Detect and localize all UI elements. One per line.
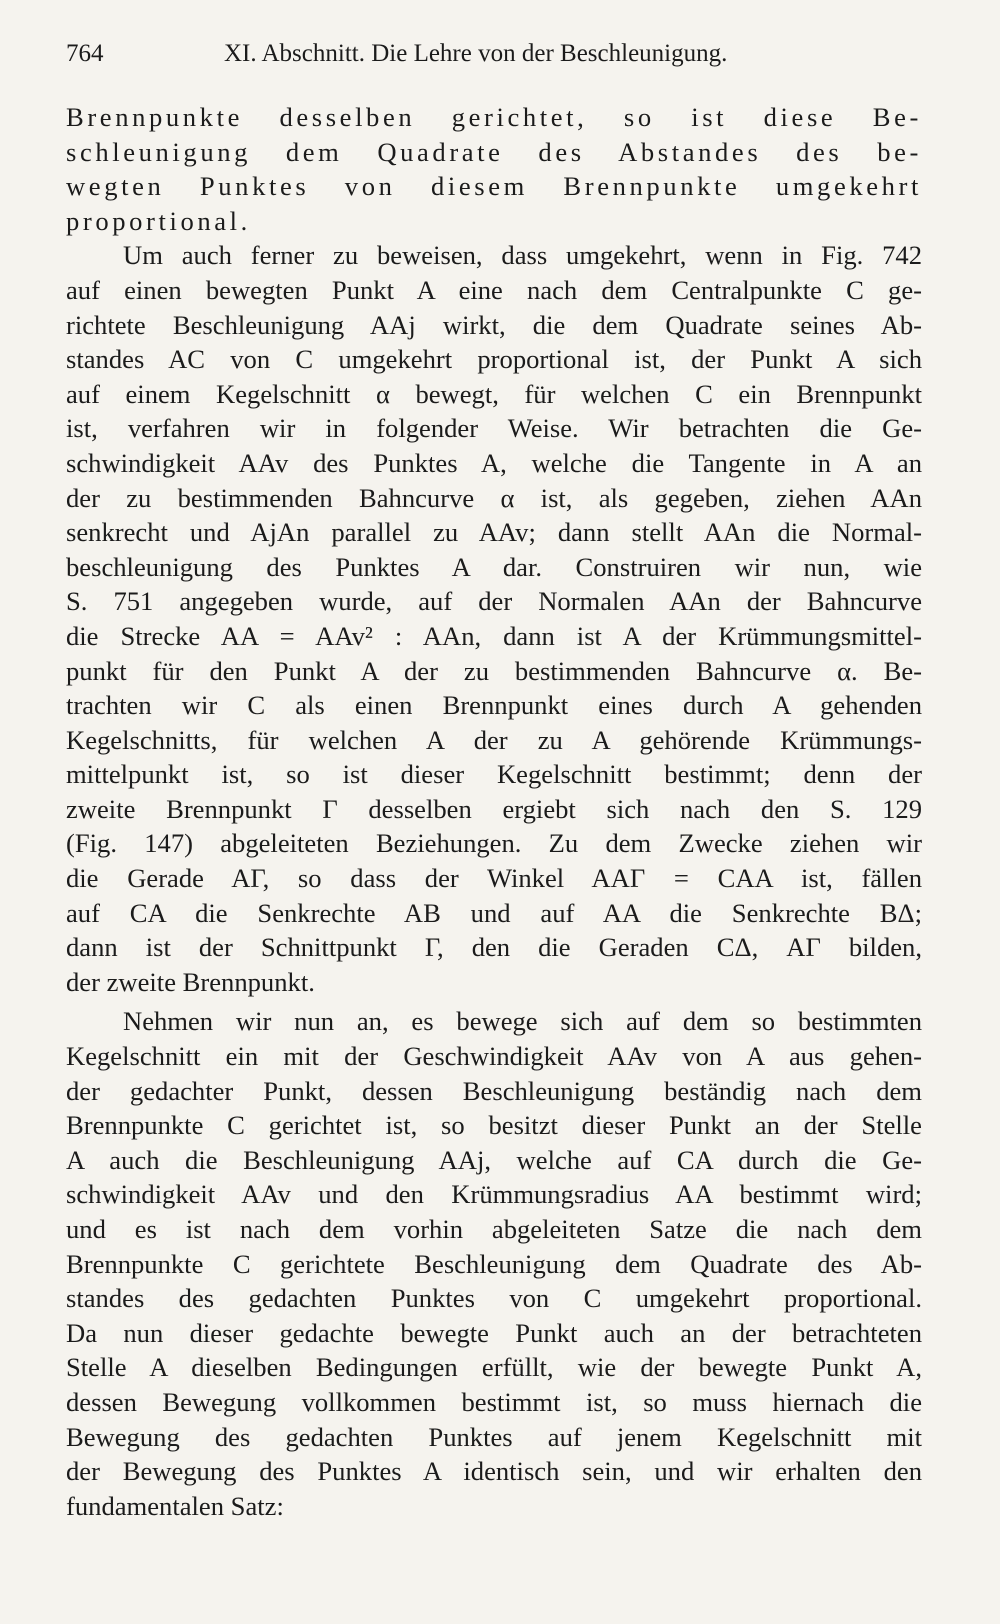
text-line: proportional. xyxy=(66,205,251,236)
text-line: und es ist nach dem vorhin abgeleiteten Satze die nach dem xyxy=(66,1214,922,1244)
text-line: die Strecke AA = AAv² : AAn, dann ist A der Krümmungsmittel- xyxy=(66,620,922,651)
text-line: Nehmen wir nun an, es bewege sich auf dem so bestimmten xyxy=(123,1006,922,1037)
text-line: fundamentalen Satz: xyxy=(66,1490,284,1521)
text-line: Da nun dieser gedachte bewegte Punkt auch an der betrachteten xyxy=(66,1317,922,1348)
text-line: richtete Beschleunigung AAj wirkt, die dem Quadrate seines Ab- xyxy=(66,309,922,340)
text-line: der zu bestimmenden Bahncurve α ist, als gegeben, ziehen AAn xyxy=(66,482,922,513)
text-line: wegten Punktes von diesem Brennpunkte umgekehrt xyxy=(66,171,922,202)
text-line: Brennpunkte C gerichtete Beschleunigung dem Quadrate des Ab- xyxy=(66,1248,922,1279)
text-line: der gedachter Punkt, dessen Beschleunigung beständig nach dem xyxy=(66,1075,922,1106)
text-line: Bewegung des gedachten Punktes auf jenem Kegelschnitt mit xyxy=(66,1421,922,1452)
text-line: auf CA die Senkrechte AB und auf AA die Senkrechte BΔ; xyxy=(66,897,922,928)
text-line: auf einem Kegelschnitt α bewegt, für welchen C ein Brennpunkt xyxy=(66,378,922,409)
text-line: mittelpunkt ist, so ist dieser Kegelschnitt bestimmt; denn der xyxy=(66,759,922,790)
text-line: auf einen bewegten Punkt A eine nach dem Centralpunkte C ge- xyxy=(66,274,922,305)
text-line: (Fig. 147) abgeleiteten Beziehungen. Zu dem Zwecke ziehen wir xyxy=(66,828,922,859)
text-line: A auch die Beschleunigung AAj, welche auf CA durch die Ge- xyxy=(66,1144,922,1175)
body-text xyxy=(66,100,922,1523)
text-line: der zweite Brennpunkt. xyxy=(66,966,315,997)
text-line: standes des gedachten Punktes von C umgekehrt proportional. xyxy=(66,1283,922,1314)
text-line: Kegelschnitts, für welchen A der zu A gehörende Krümmungs- xyxy=(66,724,922,755)
text-line: zweite Brennpunkt Γ desselben ergiebt sich nach den S. 129 xyxy=(66,793,922,824)
text-line: standes AC von C umgekehrt proportional ist, der Punkt A sich xyxy=(66,344,922,375)
text-line: senkrecht und AjAn parallel zu AAv; dann stellt AAn die Normal- xyxy=(66,517,922,548)
text-line: dann ist der Schnittpunkt Γ, den die Geraden CΔ, AΓ bilden, xyxy=(66,932,922,963)
text-line: schleunigung dem Quadrate des Abstandes des be- xyxy=(66,136,922,167)
running-header xyxy=(66,36,926,72)
text-line: schwindigkeit AAv und den Krümmungsradius AA bestimmt wird; xyxy=(66,1179,922,1210)
text-line: S. 751 angegeben wurde, auf der Normalen AAn der Bahncurve xyxy=(66,586,922,617)
running-title: XI. Abschnitt. Die Lehre von der Beschleunigung. xyxy=(224,40,728,67)
text-line: ist, verfahren wir in folgender Weise. Wir betrachten die Ge- xyxy=(66,413,922,444)
text-line: Stelle A dieselben Bedingungen erfüllt, wie der bewegte Punkt A, xyxy=(66,1352,922,1383)
text-line: Brennpunkte C gerichtet ist, so besitzt dieser Punkt an der Stelle xyxy=(66,1110,922,1141)
text-line: trachten wir C als einen Brennpunkt eines durch A gehenden xyxy=(66,690,922,721)
text-line: Kegelschnitt ein mit der Geschwindigkeit AAv von A aus gehen- xyxy=(66,1041,922,1072)
text-line: Um auch ferner zu beweisen, dass umgekehrt, wenn in Fig. 742 xyxy=(123,240,922,271)
page-number: 764 xyxy=(66,40,104,67)
text-line: die Gerade AΓ, so dass der Winkel AAΓ = CAA ist, fällen xyxy=(66,863,922,894)
text-line: schwindigkeit AAv des Punktes A, welche die Tangente in A an xyxy=(66,447,922,478)
text-line: der Bewegung des Punktes A identisch sein, und wir erhalten den xyxy=(66,1456,922,1487)
text-line: punkt für den Punkt A der zu bestimmenden Bahncurve α. Be- xyxy=(66,655,922,686)
text-line: dessen Bewegung vollkommen bestimmt ist, so muss hiernach die xyxy=(66,1386,922,1417)
text-line: beschleunigung des Punktes A dar. Construiren wir nun, wie xyxy=(66,551,922,582)
text-line: Brennpunkte desselben gerichtet, so ist diese Be- xyxy=(66,102,922,132)
